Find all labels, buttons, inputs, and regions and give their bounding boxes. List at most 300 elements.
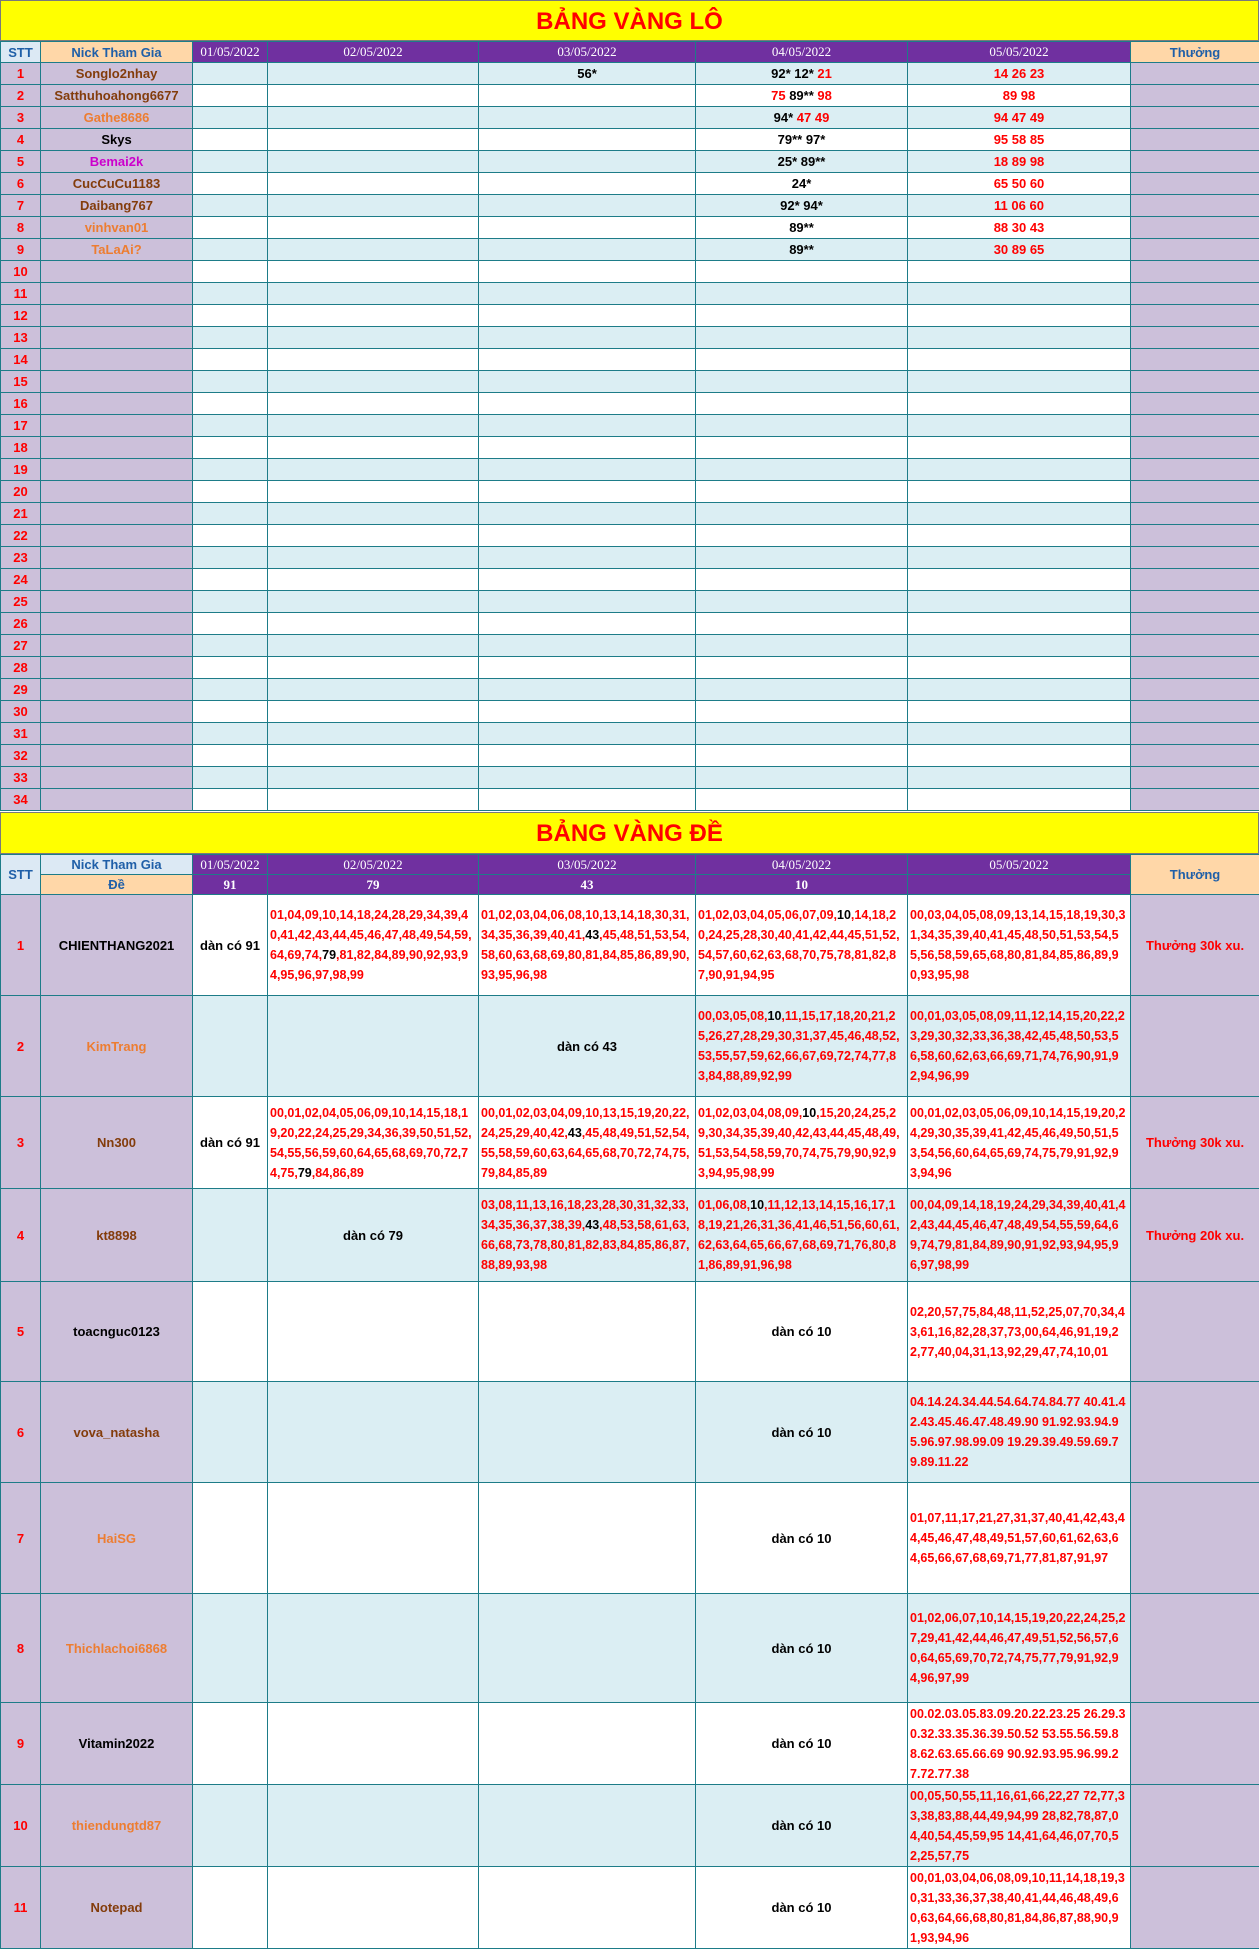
day-cell[interactable] [193, 635, 268, 657]
thuong-cell[interactable] [1131, 1282, 1259, 1382]
nick-cell[interactable]: Bemai2k [41, 151, 193, 173]
day-cell[interactable] [268, 503, 479, 525]
day-cell[interactable] [193, 349, 268, 371]
thuong-cell[interactable] [1131, 63, 1259, 85]
day-cell[interactable] [268, 283, 479, 305]
day-cell[interactable] [908, 371, 1131, 393]
day-cell[interactable] [696, 371, 908, 393]
day-cell[interactable] [696, 195, 908, 217]
day-cell[interactable] [193, 129, 268, 151]
day-cell[interactable] [479, 1189, 696, 1282]
thuong-cell[interactable] [1131, 679, 1259, 701]
day-cell[interactable] [696, 327, 908, 349]
thuong-cell[interactable] [1131, 437, 1259, 459]
thuong-cell[interactable] [1131, 459, 1259, 481]
day-cell[interactable] [479, 481, 696, 503]
day-cell[interactable] [268, 1282, 479, 1382]
day-cell[interactable] [268, 305, 479, 327]
day-cell[interactable] [908, 547, 1131, 569]
thuong-cell[interactable] [1131, 996, 1259, 1097]
day-cell[interactable] [908, 1483, 1131, 1594]
day-cell[interactable] [696, 151, 908, 173]
day-cell[interactable] [479, 393, 696, 415]
day-cell[interactable] [479, 635, 696, 657]
day-cell[interactable] [193, 393, 268, 415]
day-cell[interactable] [908, 85, 1131, 107]
day-cell[interactable] [268, 996, 479, 1097]
nick-cell[interactable]: CHIENTHANG2021 [41, 895, 193, 996]
day-cell[interactable] [696, 657, 908, 679]
day-cell[interactable] [696, 1483, 908, 1594]
day-cell[interactable] [268, 481, 479, 503]
nick-cell[interactable]: TaLaAi? [41, 239, 193, 261]
day-cell[interactable] [908, 239, 1131, 261]
nick-cell[interactable] [41, 503, 193, 525]
day-cell[interactable] [193, 195, 268, 217]
day-cell[interactable] [908, 1703, 1131, 1785]
thuong-cell[interactable] [1131, 613, 1259, 635]
day-cell[interactable] [908, 1382, 1131, 1483]
nick-cell[interactable]: Vitamin2022 [41, 1703, 193, 1785]
day-cell[interactable] [696, 239, 908, 261]
day-cell[interactable] [268, 151, 479, 173]
thuong-cell[interactable] [1131, 173, 1259, 195]
thuong-cell[interactable] [1131, 195, 1259, 217]
day-cell[interactable] [193, 85, 268, 107]
day-cell[interactable] [696, 1703, 908, 1785]
day-cell[interactable] [696, 481, 908, 503]
day-cell[interactable] [193, 723, 268, 745]
day-cell[interactable] [193, 327, 268, 349]
day-cell[interactable] [696, 415, 908, 437]
day-cell[interactable] [193, 547, 268, 569]
day-cell[interactable] [908, 657, 1131, 679]
day-cell[interactable] [479, 327, 696, 349]
thuong-cell[interactable] [1131, 525, 1259, 547]
day-cell[interactable] [908, 327, 1131, 349]
nick-cell[interactable] [41, 261, 193, 283]
day-cell[interactable] [479, 437, 696, 459]
thuong-cell[interactable] [1131, 1483, 1259, 1594]
day-cell[interactable] [908, 1867, 1131, 1949]
day-cell[interactable] [479, 459, 696, 481]
thuong-cell[interactable] [1131, 481, 1259, 503]
day-cell[interactable] [479, 745, 696, 767]
day-cell[interactable] [193, 1785, 268, 1867]
day-cell[interactable] [479, 129, 696, 151]
day-cell[interactable] [268, 701, 479, 723]
day-cell[interactable] [908, 393, 1131, 415]
day-cell[interactable] [268, 613, 479, 635]
day-cell[interactable] [696, 569, 908, 591]
day-cell[interactable] [268, 1483, 479, 1594]
day-cell[interactable] [193, 63, 268, 85]
day-cell[interactable] [193, 895, 268, 996]
day-cell[interactable] [908, 679, 1131, 701]
day-cell[interactable] [193, 1382, 268, 1483]
day-cell[interactable] [696, 1097, 908, 1189]
nick-cell[interactable] [41, 679, 193, 701]
thuong-cell[interactable] [1131, 635, 1259, 657]
nick-cell[interactable] [41, 371, 193, 393]
day-cell[interactable] [908, 283, 1131, 305]
nick-cell[interactable]: Notepad [41, 1867, 193, 1949]
day-cell[interactable] [908, 217, 1131, 239]
day-cell[interactable] [479, 239, 696, 261]
nick-cell[interactable]: vinhvan01 [41, 217, 193, 239]
thuong-cell[interactable] [1131, 591, 1259, 613]
thuong-cell[interactable] [1131, 239, 1259, 261]
day-cell[interactable] [696, 173, 908, 195]
day-cell[interactable] [193, 525, 268, 547]
nick-cell[interactable] [41, 701, 193, 723]
day-cell[interactable] [193, 459, 268, 481]
day-cell[interactable] [479, 569, 696, 591]
day-cell[interactable] [696, 1189, 908, 1282]
day-cell[interactable] [696, 613, 908, 635]
day-cell[interactable] [696, 107, 908, 129]
day-cell[interactable] [479, 371, 696, 393]
day-cell[interactable] [479, 63, 696, 85]
nick-cell[interactable] [41, 569, 193, 591]
day-cell[interactable] [268, 547, 479, 569]
day-cell[interactable] [479, 789, 696, 811]
day-cell[interactable] [479, 195, 696, 217]
day-cell[interactable] [193, 503, 268, 525]
day-cell[interactable] [268, 1867, 479, 1949]
day-cell[interactable] [268, 1189, 479, 1282]
day-cell[interactable] [268, 657, 479, 679]
day-cell[interactable] [193, 569, 268, 591]
day-cell[interactable] [193, 591, 268, 613]
nick-cell[interactable] [41, 415, 193, 437]
day-cell[interactable] [479, 1282, 696, 1382]
thuong-cell[interactable] [1131, 129, 1259, 151]
day-cell[interactable] [696, 723, 908, 745]
day-cell[interactable] [479, 701, 696, 723]
thuong-cell[interactable]: Thưởng 20k xu. [1131, 1189, 1259, 1282]
nick-cell[interactable] [41, 349, 193, 371]
thuong-cell[interactable] [1131, 657, 1259, 679]
day-cell[interactable] [479, 1703, 696, 1785]
thuong-cell[interactable] [1131, 1382, 1259, 1483]
day-cell[interactable] [268, 1703, 479, 1785]
day-cell[interactable] [479, 1483, 696, 1594]
day-cell[interactable] [696, 591, 908, 613]
nick-cell[interactable] [41, 613, 193, 635]
day-cell[interactable] [479, 283, 696, 305]
day-cell[interactable] [908, 349, 1131, 371]
day-cell[interactable] [193, 217, 268, 239]
day-cell[interactable] [268, 415, 479, 437]
day-cell[interactable] [908, 261, 1131, 283]
nick-cell[interactable]: Satthuhoahong6677 [41, 85, 193, 107]
thuong-cell[interactable] [1131, 393, 1259, 415]
day-cell[interactable] [908, 767, 1131, 789]
nick-cell[interactable]: KimTrang [41, 996, 193, 1097]
day-cell[interactable] [479, 657, 696, 679]
day-cell[interactable] [268, 459, 479, 481]
day-cell[interactable] [193, 415, 268, 437]
day-cell[interactable] [908, 569, 1131, 591]
nick-cell[interactable] [41, 789, 193, 811]
day-cell[interactable] [479, 415, 696, 437]
day-cell[interactable] [479, 503, 696, 525]
day-cell[interactable] [908, 789, 1131, 811]
day-cell[interactable] [193, 1282, 268, 1382]
day-cell[interactable] [696, 129, 908, 151]
day-cell[interactable] [193, 613, 268, 635]
day-cell[interactable] [193, 107, 268, 129]
thuong-cell[interactable] [1131, 701, 1259, 723]
day-cell[interactable] [479, 85, 696, 107]
day-cell[interactable] [268, 525, 479, 547]
nick-cell[interactable]: Nn300 [41, 1097, 193, 1189]
nick-cell[interactable] [41, 327, 193, 349]
nick-cell[interactable]: Daibang767 [41, 195, 193, 217]
day-cell[interactable] [479, 349, 696, 371]
nick-cell[interactable] [41, 547, 193, 569]
nick-cell[interactable]: vova_natasha [41, 1382, 193, 1483]
day-cell[interactable] [193, 151, 268, 173]
day-cell[interactable] [479, 547, 696, 569]
thuong-cell[interactable] [1131, 745, 1259, 767]
thuong-cell[interactable] [1131, 151, 1259, 173]
day-cell[interactable] [908, 1282, 1131, 1382]
day-cell[interactable] [479, 613, 696, 635]
day-cell[interactable] [908, 63, 1131, 85]
day-cell[interactable] [696, 789, 908, 811]
day-cell[interactable] [268, 239, 479, 261]
nick-cell[interactable] [41, 481, 193, 503]
day-cell[interactable] [193, 767, 268, 789]
day-cell[interactable] [268, 635, 479, 657]
day-cell[interactable] [479, 107, 696, 129]
day-cell[interactable] [193, 305, 268, 327]
day-cell[interactable] [908, 1097, 1131, 1189]
nick-cell[interactable] [41, 745, 193, 767]
day-cell[interactable] [908, 503, 1131, 525]
day-cell[interactable] [479, 723, 696, 745]
day-cell[interactable] [696, 895, 908, 996]
day-cell[interactable] [908, 723, 1131, 745]
thuong-cell[interactable]: Thưởng 30k xu. [1131, 895, 1259, 996]
nick-cell[interactable]: thiendungtd87 [41, 1785, 193, 1867]
day-cell[interactable] [268, 129, 479, 151]
thuong-cell[interactable] [1131, 1703, 1259, 1785]
day-cell[interactable] [479, 1097, 696, 1189]
day-cell[interactable] [908, 1785, 1131, 1867]
day-cell[interactable] [479, 591, 696, 613]
day-cell[interactable] [268, 789, 479, 811]
nick-cell[interactable] [41, 437, 193, 459]
day-cell[interactable] [193, 1594, 268, 1703]
nick-cell[interactable] [41, 591, 193, 613]
day-cell[interactable] [696, 1594, 908, 1703]
thuong-cell[interactable] [1131, 349, 1259, 371]
day-cell[interactable] [908, 525, 1131, 547]
nick-cell[interactable]: Songlo2nhay [41, 63, 193, 85]
day-cell[interactable] [479, 525, 696, 547]
day-cell[interactable] [696, 1382, 908, 1483]
day-cell[interactable] [696, 767, 908, 789]
thuong-cell[interactable] [1131, 85, 1259, 107]
day-cell[interactable] [479, 1594, 696, 1703]
day-cell[interactable] [479, 767, 696, 789]
day-cell[interactable] [696, 525, 908, 547]
day-cell[interactable] [908, 996, 1131, 1097]
day-cell[interactable] [268, 261, 479, 283]
day-cell[interactable] [268, 437, 479, 459]
day-cell[interactable] [268, 195, 479, 217]
day-cell[interactable] [908, 745, 1131, 767]
nick-cell[interactable]: toacnguc0123 [41, 1282, 193, 1382]
day-cell[interactable] [479, 305, 696, 327]
day-cell[interactable] [696, 996, 908, 1097]
thuong-cell[interactable] [1131, 569, 1259, 591]
day-cell[interactable] [696, 459, 908, 481]
thuong-cell[interactable] [1131, 1867, 1259, 1949]
nick-cell[interactable] [41, 459, 193, 481]
day-cell[interactable] [908, 1189, 1131, 1282]
day-cell[interactable] [268, 107, 479, 129]
day-cell[interactable] [268, 349, 479, 371]
day-cell[interactable] [908, 195, 1131, 217]
day-cell[interactable] [908, 107, 1131, 129]
day-cell[interactable] [696, 1785, 908, 1867]
thuong-cell[interactable] [1131, 371, 1259, 393]
day-cell[interactable] [193, 1703, 268, 1785]
thuong-cell[interactable] [1131, 1594, 1259, 1703]
nick-cell[interactable] [41, 393, 193, 415]
day-cell[interactable] [268, 745, 479, 767]
day-cell[interactable] [193, 1189, 268, 1282]
day-cell[interactable] [268, 173, 479, 195]
day-cell[interactable] [268, 1382, 479, 1483]
nick-cell[interactable]: Skys [41, 129, 193, 151]
day-cell[interactable] [696, 1282, 908, 1382]
day-cell[interactable] [193, 173, 268, 195]
thuong-cell[interactable] [1131, 723, 1259, 745]
nick-cell[interactable] [41, 525, 193, 547]
thuong-cell[interactable] [1131, 283, 1259, 305]
day-cell[interactable] [908, 151, 1131, 173]
day-cell[interactable] [268, 217, 479, 239]
day-cell[interactable] [908, 895, 1131, 996]
day-cell[interactable] [908, 305, 1131, 327]
thuong-cell[interactable] [1131, 415, 1259, 437]
day-cell[interactable] [193, 437, 268, 459]
day-cell[interactable] [268, 591, 479, 613]
day-cell[interactable] [479, 996, 696, 1097]
day-cell[interactable] [193, 371, 268, 393]
day-cell[interactable] [696, 679, 908, 701]
thuong-cell[interactable] [1131, 503, 1259, 525]
day-cell[interactable] [696, 1867, 908, 1949]
day-cell[interactable] [908, 635, 1131, 657]
day-cell[interactable] [696, 85, 908, 107]
day-cell[interactable] [193, 657, 268, 679]
day-cell[interactable] [696, 503, 908, 525]
day-cell[interactable] [696, 547, 908, 569]
day-cell[interactable] [268, 393, 479, 415]
nick-cell[interactable]: CucCuCu1183 [41, 173, 193, 195]
day-cell[interactable] [696, 349, 908, 371]
day-cell[interactable] [193, 261, 268, 283]
day-cell[interactable] [696, 701, 908, 723]
day-cell[interactable] [696, 63, 908, 85]
day-cell[interactable] [268, 767, 479, 789]
day-cell[interactable] [908, 459, 1131, 481]
day-cell[interactable] [193, 745, 268, 767]
day-cell[interactable] [193, 679, 268, 701]
day-cell[interactable] [268, 679, 479, 701]
day-cell[interactable] [479, 217, 696, 239]
nick-cell[interactable]: Gathe8686 [41, 107, 193, 129]
thuong-cell[interactable] [1131, 107, 1259, 129]
day-cell[interactable] [193, 481, 268, 503]
day-cell[interactable] [268, 895, 479, 996]
day-cell[interactable] [696, 393, 908, 415]
thuong-cell[interactable]: Thưởng 30k xu. [1131, 1097, 1259, 1189]
day-cell[interactable] [268, 371, 479, 393]
day-cell[interactable] [268, 1097, 479, 1189]
thuong-cell[interactable] [1131, 547, 1259, 569]
nick-cell[interactable] [41, 657, 193, 679]
thuong-cell[interactable] [1131, 305, 1259, 327]
day-cell[interactable] [908, 613, 1131, 635]
day-cell[interactable] [479, 261, 696, 283]
nick-cell[interactable] [41, 635, 193, 657]
day-cell[interactable] [908, 701, 1131, 723]
nick-cell[interactable] [41, 767, 193, 789]
day-cell[interactable] [479, 1867, 696, 1949]
day-cell[interactable] [908, 437, 1131, 459]
nick-cell[interactable] [41, 305, 193, 327]
day-cell[interactable] [193, 701, 268, 723]
day-cell[interactable] [268, 569, 479, 591]
day-cell[interactable] [193, 996, 268, 1097]
day-cell[interactable] [268, 327, 479, 349]
day-cell[interactable] [268, 63, 479, 85]
day-cell[interactable] [193, 1097, 268, 1189]
day-cell[interactable] [193, 789, 268, 811]
nick-cell[interactable]: HaiSG [41, 1483, 193, 1594]
day-cell[interactable] [479, 679, 696, 701]
nick-cell[interactable] [41, 283, 193, 305]
day-cell[interactable] [696, 261, 908, 283]
day-cell[interactable] [193, 1483, 268, 1594]
thuong-cell[interactable] [1131, 217, 1259, 239]
day-cell[interactable] [696, 635, 908, 657]
day-cell[interactable] [908, 129, 1131, 151]
day-cell[interactable] [908, 1594, 1131, 1703]
thuong-cell[interactable] [1131, 767, 1259, 789]
day-cell[interactable] [908, 591, 1131, 613]
day-cell[interactable] [908, 415, 1131, 437]
day-cell[interactable] [479, 151, 696, 173]
day-cell[interactable] [193, 239, 268, 261]
nick-cell[interactable]: kt8898 [41, 1189, 193, 1282]
day-cell[interactable] [193, 283, 268, 305]
day-cell[interactable] [696, 283, 908, 305]
day-cell[interactable] [479, 895, 696, 996]
thuong-cell[interactable] [1131, 261, 1259, 283]
day-cell[interactable] [696, 437, 908, 459]
day-cell[interactable] [479, 1382, 696, 1483]
thuong-cell[interactable] [1131, 327, 1259, 349]
day-cell[interactable] [696, 745, 908, 767]
